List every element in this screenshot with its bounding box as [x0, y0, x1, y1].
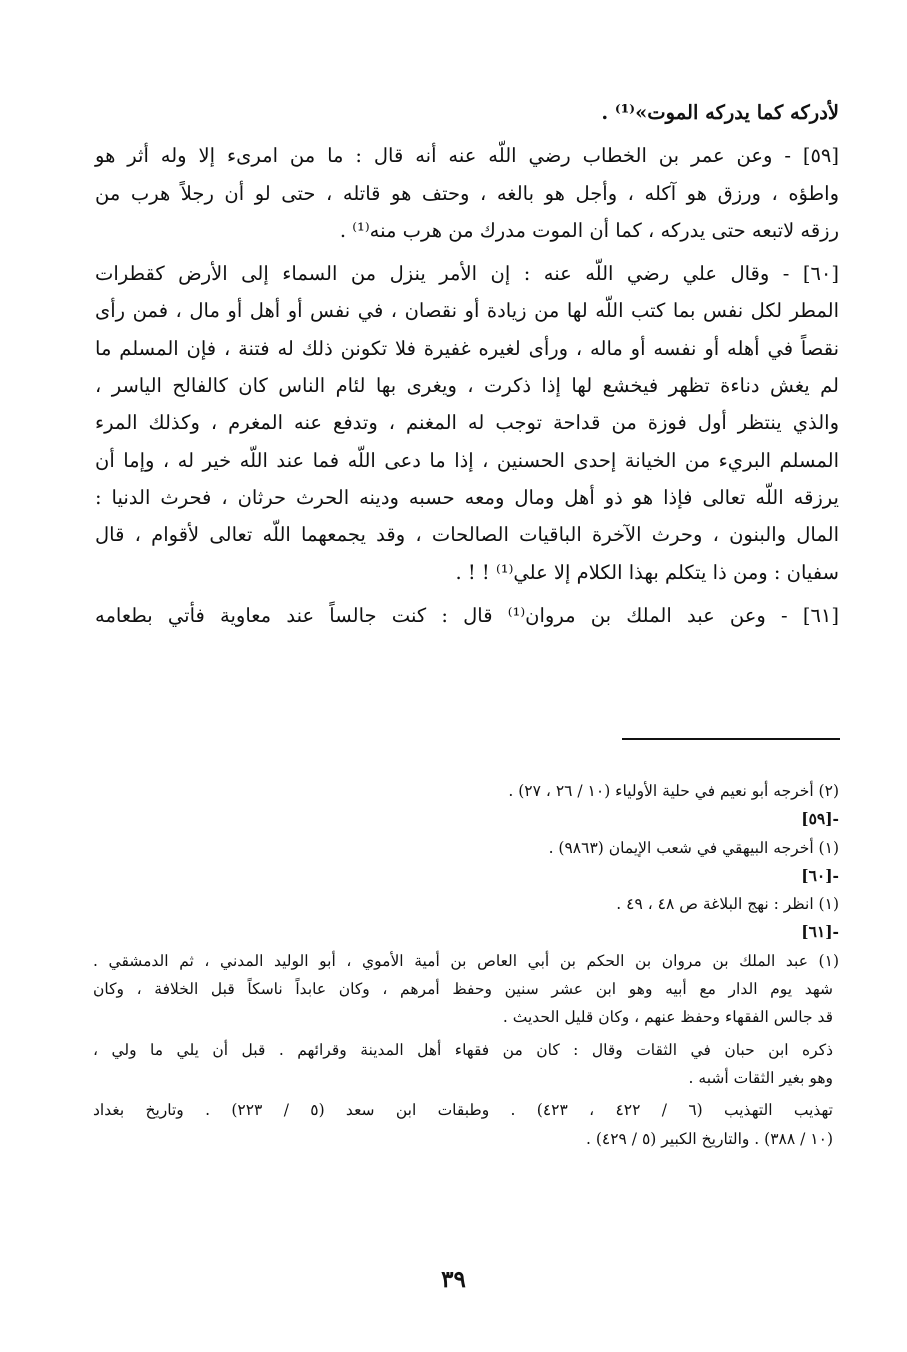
text-line: [٦١] - وعن عبد الملك بن مروان⁽¹⁾ قال : كنت جالساً عند معاوية فأتي بطعامه — [95, 603, 839, 627]
footnote-ref-60: -[٦٠] — [801, 865, 839, 885]
footnote-ref-59: -[٥٩] — [801, 809, 839, 829]
text-line: [٥٩] - وعن عمر بن الخطاب رضي اللّه عنه أنه قال : ما من امرىء إلا وله أثر هو — [95, 144, 839, 168]
footnotes — [93, 777, 839, 1153]
text-line: رزقه لاتبعه حتى يدركه ، كما أن الموت مدرك من هرب منه⁽¹⁾ . — [339, 218, 839, 242]
text-line: والذي ينتظر أول فوزة من قداحة توجب له المغنم ، وتدفع عنه المغرم ، وكذلك المرء — [95, 411, 839, 435]
continued-line: لأدركه كما يدركه الموت»⁽¹⁾ . — [601, 101, 839, 124]
text-line: نقصاً في أهله أو نفسه أو ماله ، ورأى لغيره غفيرة فلا تكونن ذلك له فتنة ، فإن المسلم ما — [95, 336, 839, 360]
text-line: لم يغش دناءة تظهر فيخشع لها إذا ذكرت ، ويغرى بها لئام الناس كان كالفالح الياسر ، — [95, 374, 839, 398]
footnote: (١) أخرجه البيهقي في شعب الإيمان (٩٨٦٣) . — [548, 838, 839, 857]
page-number: ٣٩ — [441, 1266, 466, 1293]
paragraph-60 — [95, 255, 839, 591]
footnote-separator — [622, 738, 840, 740]
text-line: المطر لكل نفس بما كتب اللّه لها من زيادة أو نقصان ، في نفس أو أهل أو مال ، فمن رأى — [95, 299, 839, 323]
footnote: (١) عبد الملك بن مروان بن الحكم بن أبي العاص بن أمية الأموي ، أبو الوليد المدني ، ثم الدمشقي . — [93, 951, 839, 970]
footnote: ذكره ابن حبان في الثقات وقال : كان من فقهاء أهل المدينة وقرائهم . قبل أن يلي ما ولي ، — [93, 1040, 833, 1059]
text-line: المسلم البريء من الخيانة إحدى الحسنين ، إذا ما دعى اللّه فما عند اللّه خير له ، وإما أن — [95, 448, 839, 472]
text-line: يرزقه اللّه تعالى فإذا هو ذو أهل ومال ومعه حسبه ودينه الحرث حرثان ، فحرث الدنيا : — [95, 485, 839, 509]
text-line: سفيان : ومن ذا يتكلم بهذا الكلام إلا علي⁽¹⁾ ! ! . — [455, 560, 839, 584]
footnote: (١٠ / ٣٨٨) . والتاريخ الكبير (٥ / ٤٢٩) . — [585, 1129, 833, 1148]
footnote: (٢) أخرجه أبو نعيم في حلية الأولياء (١٠ / ٢٦ ، ٢٧) . — [508, 782, 839, 800]
text-line: المال والبنون ، وحرث الآخرة الباقيات الصالحات ، وقد يجمعهما اللّه تعالى لأقوام ، قال — [95, 523, 839, 547]
text-line: [٦٠] - وقال علي رضي اللّه عنه : إن الأمر ينزل من السماء إلى الأرض كقطرات — [95, 262, 839, 286]
paragraph-59 — [95, 137, 839, 249]
footnote: (١) انظر : نهج البلاغة ص ٤٨ ، ٤٩ . — [616, 895, 839, 914]
text-line: واطؤه ، ورزق هو آكله ، وأجل هو بالغه ، وحتف هو قاتله ، حتى لو أن رجلاً هرب من — [95, 181, 839, 205]
footnote: شهد يوم الدار مع أبيه وهو ابن عشر سنين وحفظ أمرهم ، وكان عابداً ناسكاً قبل الخلافة ، وكان — [93, 980, 833, 999]
main-text — [95, 94, 839, 634]
footnote: تهذيب التهذيب (٦ / ٤٢٢ ، ٤٢٣) . وطبقات ابن سعد (٥ / ٢٢٣) . وتاريخ بغداد — [93, 1101, 833, 1120]
footnote: قد جالس الفقهاء وحفظ عنهم ، وكان قليل الحديث . — [502, 1008, 833, 1027]
paragraph-61 — [95, 597, 839, 634]
footnote: وهو بغير الثقات أشبه . — [688, 1068, 833, 1087]
footnote-ref-61: -[٦١] — [801, 922, 839, 942]
